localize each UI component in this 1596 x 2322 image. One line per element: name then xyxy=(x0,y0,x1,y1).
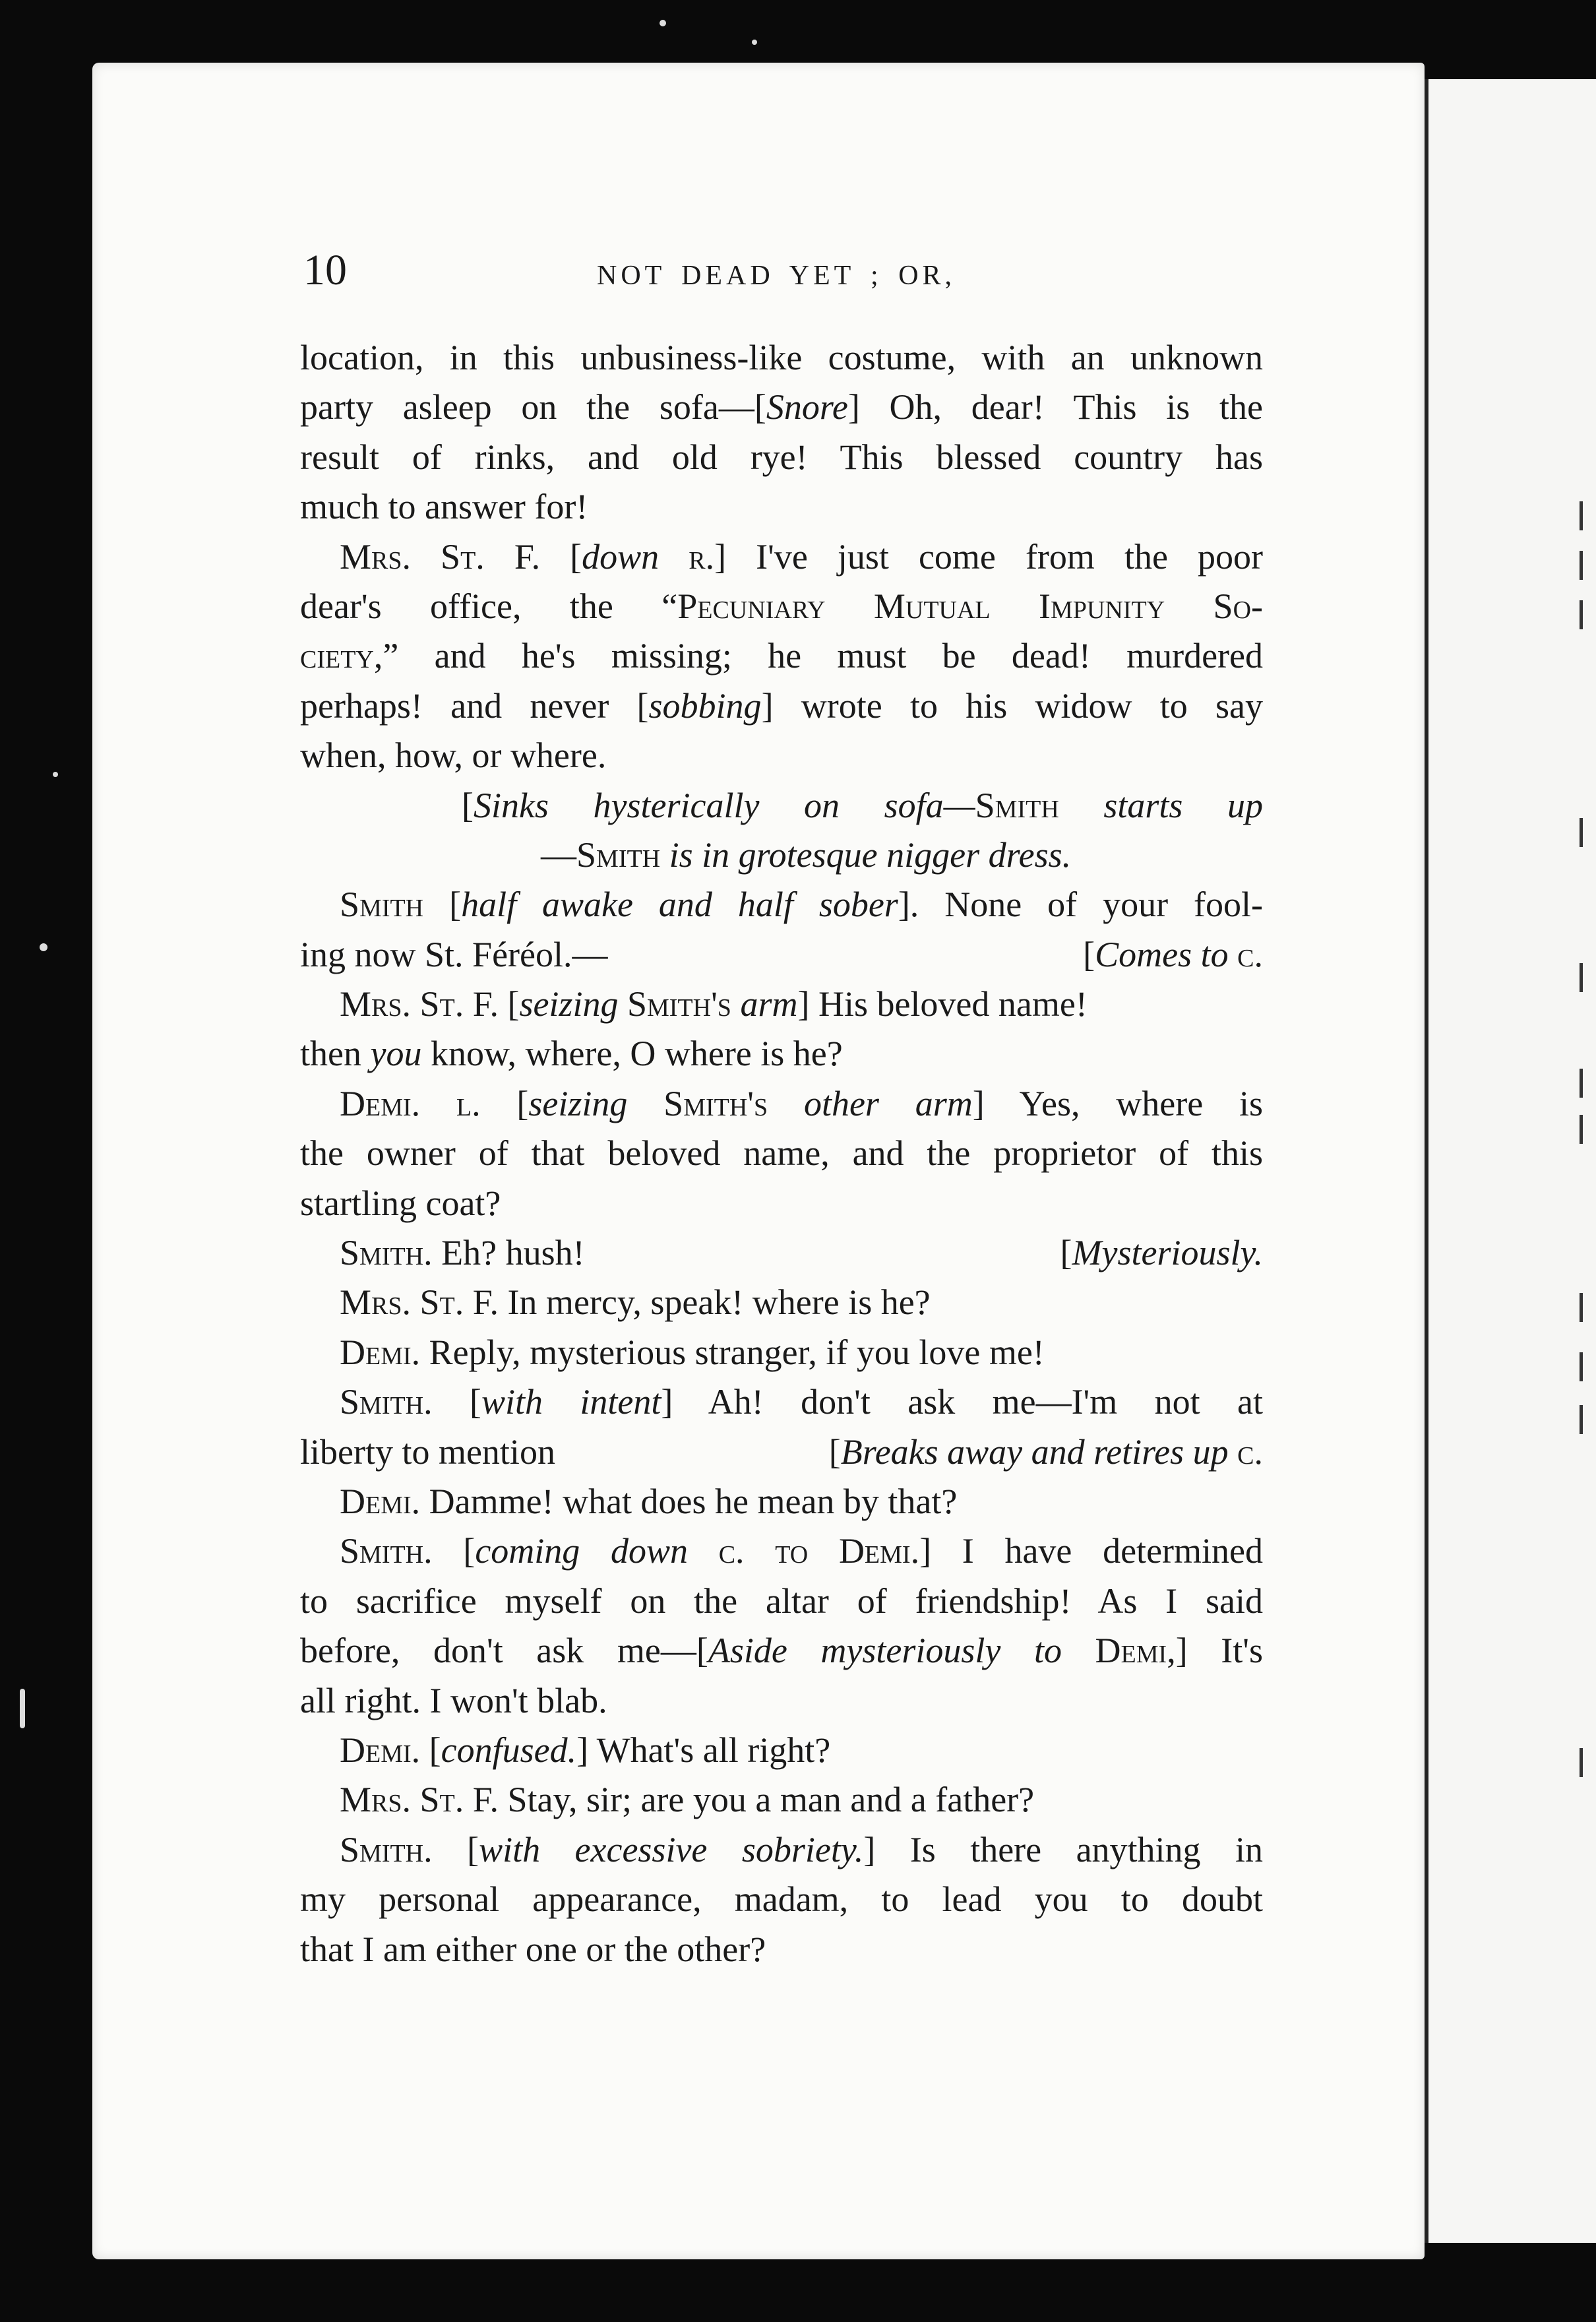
dialogue-line: Mrs. St. F. [seizing Smith's arm] His beloved name! xyxy=(340,984,1088,1024)
dialogue-line: Mrs. St. F. In mercy, speak! where is he? xyxy=(340,1282,931,1323)
text-line: before, don't ask me—[Aside mysteriously to Demi,] It's xyxy=(300,1631,1264,1671)
dialogue-line: Demi. l. [seizing Smith's other arm] Yes, where is xyxy=(340,1083,1263,1123)
speaker-name: Mrs. St. F. xyxy=(340,984,499,1024)
dialogue-line: Demi. Reply, mysterious stranger, if you love me! xyxy=(340,1332,1045,1372)
play-text xyxy=(300,333,1263,1974)
text-line: dear's office, the “Pecuniary Mutual Impunity So- xyxy=(300,586,1263,626)
dialogue-line: Demi. [confused.] What's all right? xyxy=(340,1730,831,1770)
text-line: that I am either one or the other? xyxy=(300,1929,766,1969)
text-line: ciety,” and he's missing; he must be dead! murdered xyxy=(300,636,1263,676)
text-line: location, in this unbusiness-like costume, with an unknown xyxy=(300,338,1263,377)
page-header xyxy=(303,245,1293,305)
speaker-name: Mrs. St. F. xyxy=(340,536,541,577)
dialogue-line: Mrs. St. F. Stay, sir; are you a man and a father? xyxy=(340,1780,1035,1820)
text-line: then you know, where, O where is he? xyxy=(300,1034,843,1074)
speaker-name: Mrs. St. F. xyxy=(340,1282,499,1323)
speaker-name: Smith. xyxy=(340,1233,433,1273)
text-line: much to answer for! xyxy=(300,487,588,527)
dialogue-line: Mrs. St. F. [down r.] I've just come from the poor xyxy=(340,536,1263,577)
dialogue-line: Smith [half awake and half sober]. None of your fool- xyxy=(340,885,1263,925)
stage-direction: [Mysteriously. xyxy=(1060,1233,1263,1273)
text-line: all right. I won't blab. xyxy=(300,1680,607,1720)
facing-page-text-fragments xyxy=(1580,501,1589,1821)
speaker-name: Smith xyxy=(340,885,424,925)
speaker-name: Mrs. St. F. xyxy=(340,1780,499,1820)
stage-direction: —Smith is in grotesque nigger dress. xyxy=(541,834,1072,875)
scan-speck xyxy=(53,772,58,777)
scan-speck xyxy=(20,1689,25,1728)
dialogue-line: Smith. [coming down c. to Demi.] I have determined xyxy=(340,1531,1263,1571)
speaker-name: Smith. xyxy=(340,1829,433,1869)
stage-direction: [Sinks hysterically on sofa—Smith starts up xyxy=(462,785,1263,825)
scan-speck xyxy=(40,943,47,951)
text-line: liberty to mention [Breaks away and retires up c. xyxy=(300,1428,1263,1477)
text-line: party asleep on the sofa—[Snore] Oh, dear! This is the xyxy=(300,387,1263,427)
speaker-name: Demi. xyxy=(340,1332,421,1372)
speaker-name: Demi. xyxy=(340,1730,421,1770)
speaker-name: Smith. xyxy=(340,1531,433,1571)
stage-direction: [Breaks away and retires up c. xyxy=(828,1431,1263,1472)
dialogue-line: Smith. [with intent] Ah! don't ask me—I'm not at xyxy=(340,1382,1264,1422)
running-title: NOT DEAD YET ; OR, xyxy=(597,261,956,291)
speaker-name: Demi. l. xyxy=(340,1083,481,1123)
page-number: 10 xyxy=(303,246,347,294)
dialogue-line: Demi. Damme! what does he mean by that? xyxy=(340,1481,958,1521)
dialogue-line: Smith. Eh? hush! [Mysteriously. xyxy=(300,1228,1263,1278)
text-line: startling coat? xyxy=(300,1183,501,1223)
text-line: when, how, or where. xyxy=(300,736,607,776)
speaker-name: Demi. xyxy=(340,1481,421,1521)
text-line: ing now St. Féréol.— [Comes to c. xyxy=(300,930,1263,980)
scan-speck xyxy=(752,40,757,45)
scan-speck xyxy=(660,20,666,26)
text-line: the owner of that beloved name, and the proprietor of this xyxy=(300,1133,1263,1174)
speaker-name: Smith. xyxy=(340,1382,433,1422)
text-line: perhaps! and never [sobbing] wrote to his widow to say xyxy=(300,685,1263,726)
facing-page-edge xyxy=(1425,79,1596,2243)
dialogue-line: Smith. [with excessive sobriety.] Is there anything in xyxy=(340,1829,1263,1869)
text-line: result of rinks, and old rye! This blessed country has xyxy=(300,437,1263,477)
stage-direction: [Comes to c. xyxy=(1083,934,1263,974)
text-line: to sacrifice myself on the altar of friendship! As I said xyxy=(300,1581,1263,1621)
text-line: my personal appearance, madam, to lead you to doubt xyxy=(300,1879,1263,1920)
